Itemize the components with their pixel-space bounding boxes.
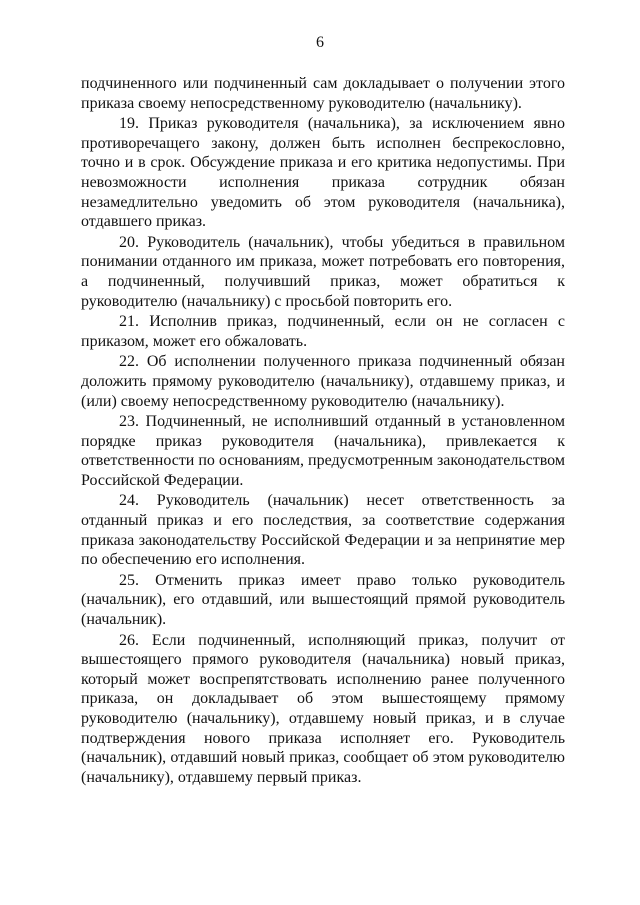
paragraph-23: 23. Подчиненный, не исполнивший отданный в установленном порядке приказ руководителя (начальника), привлекается к ответственности по основаниям, предусмотренным законодательством Российской Федерации.	[81, 413, 565, 489]
paragraph-21: 21. Исполнив приказ, подчиненный, если он не согласен с приказом, может его обжаловать.	[81, 313, 565, 350]
paragraph-22: 22. Об исполнении полученного приказа подчиненный обязан доложить прямому руководителю (начальнику), отдавшему приказ, и (или) своему непосредственному руководителю (начальнику).	[81, 353, 565, 410]
paragraph-26: 26. Если подчиненный, исполняющий приказ, получит от вышестоящего прямого руководителя (начальника) новый приказ, который может воспрепятствовать исполнению ранее полученного приказа, он докладывает об этом вышестоящему прямому руководителю (начальнику), отдавшему новый приказ, и в случае подтверждения нового приказа исполняет его. Руководитель (начальник), отдавший новый приказ, сообщает об этом руководителю (начальнику), отдавшему первый приказ.	[81, 631, 565, 786]
paragraph-continuation: подчиненного или подчиненный сам докладывает о получении этого приказа своему непосредственному руководителю (начальнику).	[81, 75, 565, 112]
paragraph-20: 20. Руководитель (начальник), чтобы убедиться в правильном понимании отданного им приказа, может потребовать его повторения, а подчиненный, получивший приказ, может обратиться к руководителю (начальнику) с просьбой повторить его.	[81, 233, 565, 310]
page-number: 6	[316, 34, 324, 51]
document-body	[81, 74, 565, 788]
paragraph-25: 25. Отменить приказ имеет право только руководитель (начальник), его отдавший, или вышестоящий прямой руководитель (начальник).	[81, 571, 565, 629]
paragraph-24: 24. Руководитель (начальник) несет ответственность за отданный приказ и его последствия, за соответствие содержания приказа законодательству Российской Федерации и за непринятие мер по обеспечению его исполнения.	[81, 492, 565, 569]
paragraph-19: 19. Приказ руководителя (начальника), за исключением явно противоречащего закону, должен быть исполнен беспрекословно, точно и в срок. Обсуждение приказа и его критика недопустимы. При невозможности исполнения приказа сотрудник обязан незамедлительно уведомить об этом руководителя (начальника), отдавшего приказ.	[81, 115, 565, 231]
